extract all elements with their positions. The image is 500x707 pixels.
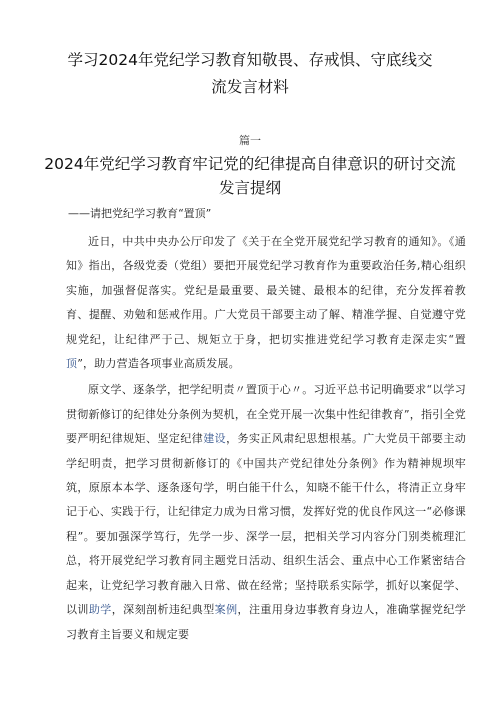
body-text	[66, 230, 466, 649]
paragraph-2-text: 原文学、逐条学，把学纪明责〃置顶于心〃。习近平总书记明确要求“以学习贯彻新修订的纪律处分条例为契机，在全党开展一次集中性纪律教育”，指引全党要严明纪律规矩、坚定纪律	[66, 383, 466, 446]
paragraph-2-keyword-2: 助学	[88, 603, 112, 617]
section-title	[40, 152, 460, 200]
document-title-line-1: 学习2024年党纪学习教育知敬畏、存戒惧、守底线交	[67, 51, 433, 69]
section-subtitle: ——请把党纪学习教育“置顶”	[68, 207, 212, 220]
paragraph-2-text-end: ，注重用身边事教育身边人，准确掌握党纪学习教育主旨要义和规定要	[66, 603, 466, 641]
section-label: 篇一	[239, 134, 261, 147]
paragraph-1-text: 近日，中共中央办公厅印发了《关于在全党开展党纪学习教育的通知》。《通知》指出，各级党委（党组）要把开展党纪学习教育作为重要政治任务,精心组织实施，加强督促落实。党纪是最重要、最关键、最根本的纪律，充分发挥着教育、提醒、劝勉和惩戒作用。广大党员干部要主动了解、精准学握、自觉遵守党规党纪，让纪律严于己、规矩立于身，把切实推进党纪学习教育走深走实“置	[66, 235, 466, 346]
section-title-line-2: 发言提纲	[218, 179, 281, 197]
paragraph-2-keyword-3: 案例	[214, 603, 238, 617]
paragraph-2-keyword: 建设	[203, 432, 227, 446]
paragraph-1-text-end: ”，助力营造各项事业高质发展。	[77, 357, 240, 371]
paragraph-2-text-3: ，深刻剖析违纪典型	[111, 603, 215, 617]
document-title-line-2: 流发言材料	[211, 78, 289, 96]
paragraph-2-text-2: ，务实正风肃纪思想根基。广大党员干部要主动学纪明责，把学习贯彻新修订的《中国共产党纪律处分条例》作为精神规坝牢筑，原原本本学、逐条逐句学，明白能干什么，知晓不能干什么，将清正立身牢记于心、实践于行，让纪律定力成为日常习惯，发挥好党的优良作风这一“必修课程”。要加强深学笃行，先学一步、深学一层，把相关学习内容分门别类梳理汇总，将开展党纪学习教育同主题党日活动、组织生活会、重点中心工作紧密结合起来，让党纪学习教育融入日常、做在经常；坚持联系实际学，抓好以案促学、以训	[66, 432, 466, 617]
paragraph-2	[66, 378, 466, 646]
paragraph-1-keyword: 顶	[66, 357, 78, 371]
document-title	[40, 47, 460, 101]
paragraph-1	[66, 230, 466, 376]
section-title-line-1: 2024年党纪学习教育牢记党的纪律提高自律意识的研讨交流	[44, 155, 456, 173]
